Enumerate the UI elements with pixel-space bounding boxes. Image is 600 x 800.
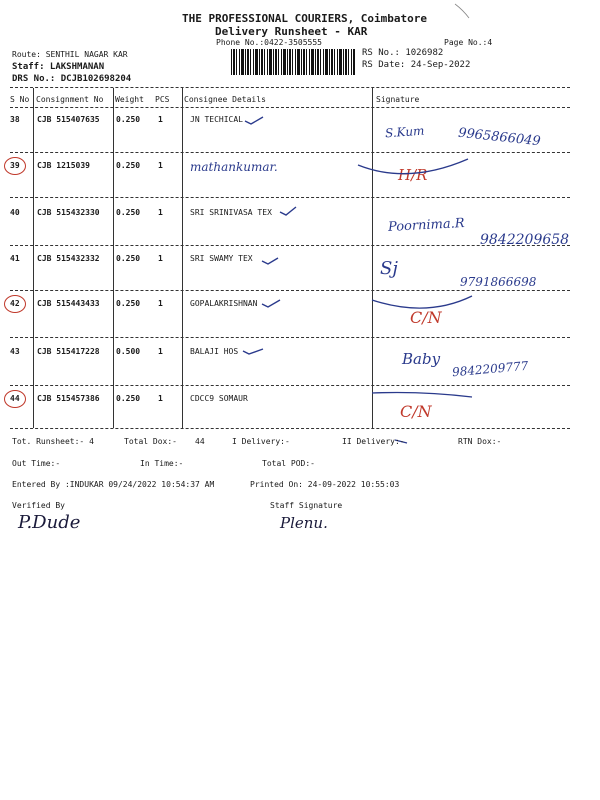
route: Route: SENTHIL NAGAR KAR <box>12 50 128 59</box>
verifier-signature: P.Dude <box>18 512 81 533</box>
rs-date: RS Date: 24-Sep-2022 <box>362 60 471 70</box>
check-mark <box>243 349 263 354</box>
row-signature: C/N <box>400 402 432 421</box>
row-signature: H/R <box>398 166 428 184</box>
row-sno: 42 <box>10 299 20 308</box>
row-signature: S.Kum <box>384 123 425 141</box>
printed-on: Printed On: 24-09-2022 10:55:03 <box>250 480 400 489</box>
row-pcs: 1 <box>158 299 163 308</box>
company-title: THE PROFESSIONAL COURIERS, Coimbatore <box>182 12 428 25</box>
row-signature: C/N <box>410 308 442 327</box>
row-pcs: 1 <box>158 161 163 170</box>
row-sno: 39 <box>10 161 20 170</box>
staff-signature: Plenu. <box>280 514 328 532</box>
row-pcs: 1 <box>158 394 163 403</box>
scribble-line <box>372 393 472 398</box>
col-consignee: Consignee Details <box>184 95 266 104</box>
staff: Staff: LAKSHMANAN <box>12 62 105 72</box>
row-consignment: CJB 515432332 <box>37 254 100 263</box>
row-consignment: CJB 515417228 <box>37 347 100 356</box>
row-consignment: CJB 515457386 <box>37 394 100 403</box>
total-dox-label: Total Dox:- <box>124 437 177 446</box>
check-mark <box>262 258 278 264</box>
row-consignment: CJB 515443433 <box>37 299 100 308</box>
total-pod: Total POD:- <box>262 459 315 468</box>
row-signature: Poornima.R <box>387 216 465 235</box>
check-mark <box>280 207 296 215</box>
col-sno: S No <box>10 95 30 104</box>
in-time: In Time:- <box>140 459 184 468</box>
row-consignee: JN TECHICAL <box>190 115 243 124</box>
entered-by: Entered By :INDUKAR 09/24/2022 10:54:37 AM <box>12 480 215 489</box>
row-weight: 0.250 <box>116 394 141 403</box>
row-consignee: SRI SRINIVASA TEX <box>190 208 272 217</box>
row-consignee-handwritten: mathankumar. <box>190 160 278 174</box>
total-dox-value: 44 <box>195 437 205 446</box>
page-number: Page No.:4 <box>444 38 493 47</box>
check-mark <box>262 300 280 307</box>
row-phone: 9791866698 <box>460 275 537 289</box>
rtn-dox: RTN Dox:- <box>458 437 502 446</box>
row-phone: 9842209658 <box>480 232 570 248</box>
row-sno: 43 <box>10 347 20 356</box>
row-sno: 38 <box>10 115 20 124</box>
drs-number: DRS No.: DCJB102698204 <box>12 74 132 84</box>
ii-delivery: II Delivery:- <box>342 437 405 446</box>
i-delivery: I Delivery:- <box>232 437 290 446</box>
row-weight: 0.250 <box>116 208 141 217</box>
corner-mark <box>455 4 469 18</box>
col-pcs: PCS <box>155 95 170 104</box>
row-sno: 44 <box>10 394 20 403</box>
row-signature: Sj <box>380 258 398 279</box>
row-weight: 0.250 <box>116 299 141 308</box>
row-sno: 40 <box>10 208 20 217</box>
row-weight: 0.250 <box>116 115 141 124</box>
col-signature: Signature <box>376 95 420 104</box>
row-weight: 0.500 <box>116 347 141 356</box>
row-sno: 41 <box>10 254 20 263</box>
row-pcs: 1 <box>158 254 163 263</box>
row-weight: 0.250 <box>116 254 141 263</box>
row-phone: 9965866049 <box>457 125 542 150</box>
row-consignee: SRI SWAMY TEX <box>190 254 253 263</box>
row-consignment: CJB 515407635 <box>37 115 100 124</box>
row-weight: 0.250 <box>116 161 141 170</box>
verified-by-label: Verified By <box>12 501 65 510</box>
row-consignment: CJB 1215039 <box>37 161 90 170</box>
phone-number: Phone No.:0422-3505555 <box>216 38 322 47</box>
check-mark <box>245 117 263 124</box>
row-consignment: CJB 515432330 <box>37 208 100 217</box>
col-consignment: Consignment No <box>36 95 104 104</box>
row-pcs: 1 <box>158 208 163 217</box>
out-time: Out Time:- <box>12 459 61 468</box>
rs-number: RS No.: 1026982 <box>362 48 444 58</box>
row-pcs: 1 <box>158 347 163 356</box>
row-pcs: 1 <box>158 115 163 124</box>
row-consignee: GOPALAKRISHNAN <box>190 299 258 308</box>
staff-signature-label: Staff Signature <box>270 501 343 510</box>
col-weight: Weight <box>115 95 144 104</box>
row-phone: 9842209777 <box>451 358 529 380</box>
scribble-line <box>372 296 472 308</box>
scribble-line <box>358 159 468 174</box>
row-consignee: CDCC9 SOMAUR <box>190 394 248 403</box>
row-consignee: BALAJI HOS <box>190 347 239 356</box>
runsheet-title: Delivery Runsheet - KAR <box>215 25 368 38</box>
total-runsheet: Tot. Runsheet:- 4 <box>12 437 94 446</box>
row-signature: Baby <box>402 350 441 368</box>
